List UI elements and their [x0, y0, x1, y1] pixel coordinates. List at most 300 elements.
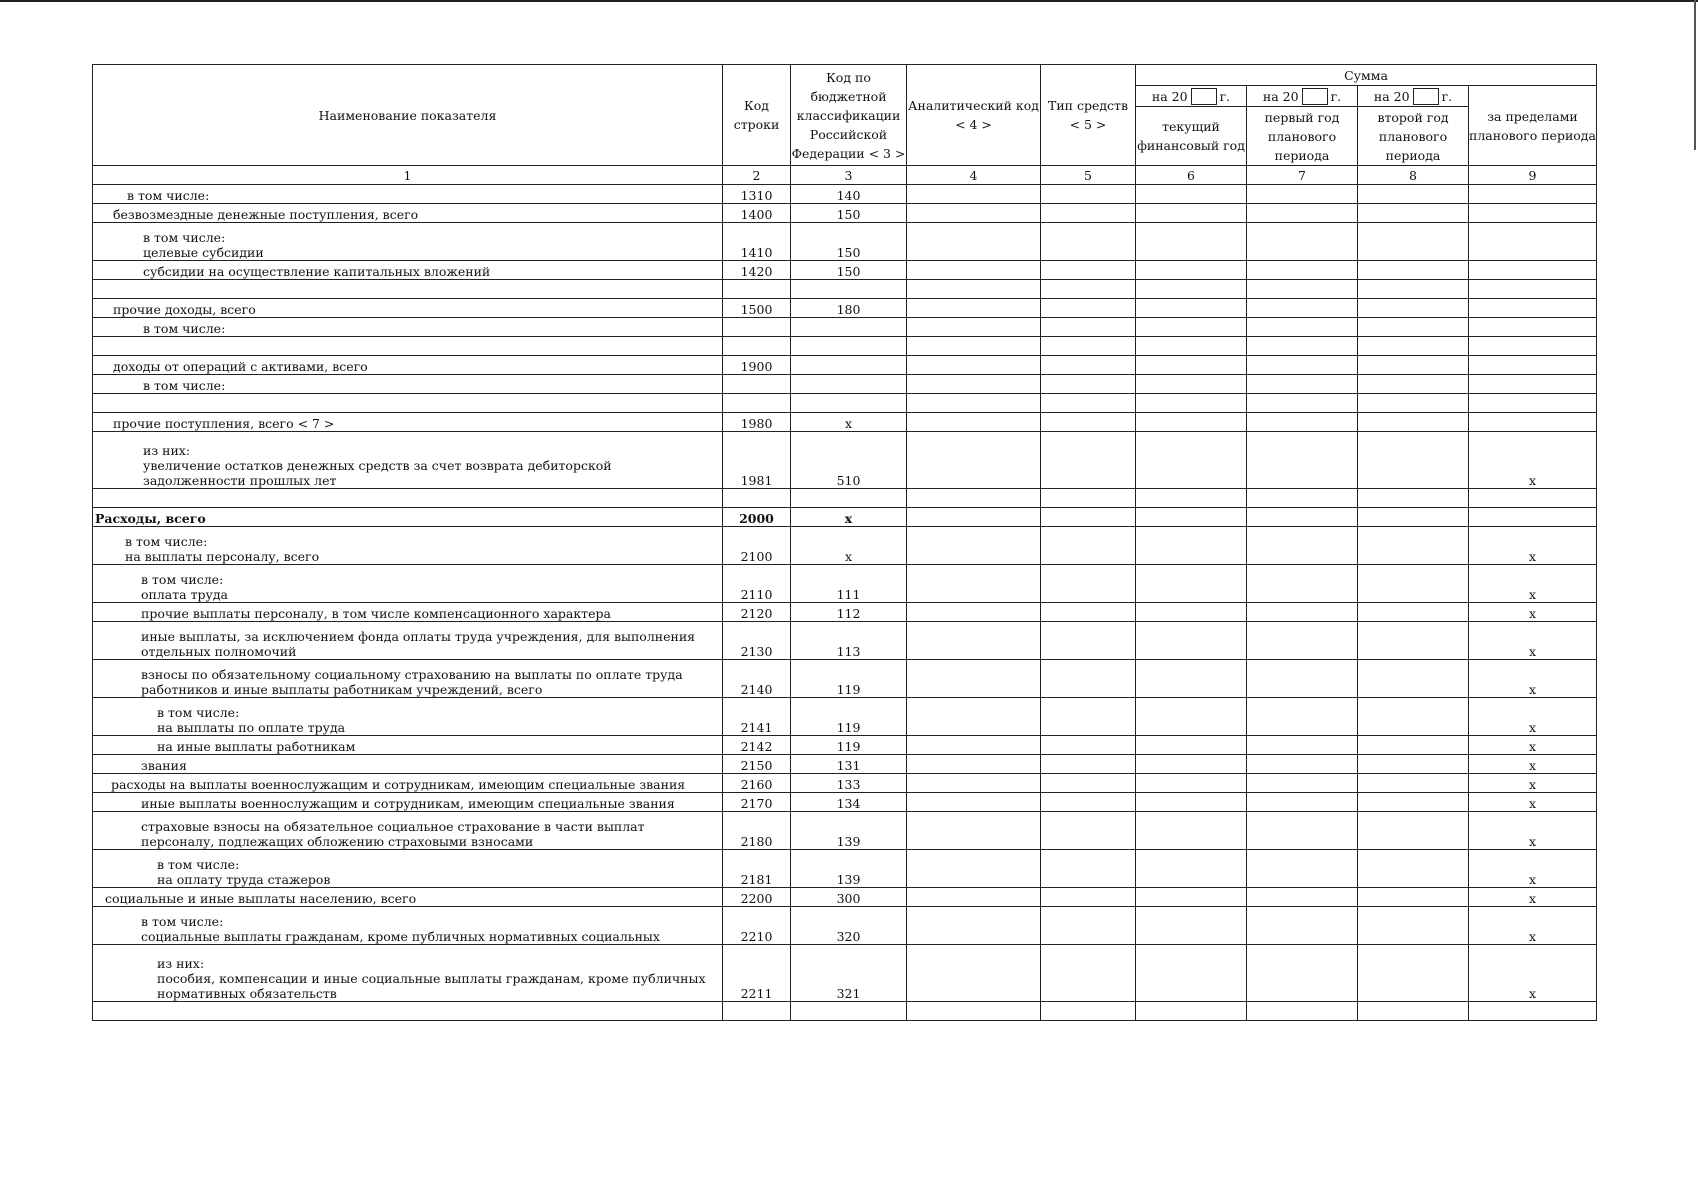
row-sum-current: [1136, 812, 1247, 850]
year-box: [1191, 88, 1217, 105]
row-fund-type: [1041, 413, 1136, 432]
row-fund-type: [1041, 603, 1136, 622]
row-fund-type: [1041, 736, 1136, 755]
row-kbk: [791, 318, 907, 337]
row-code: 2170: [723, 793, 791, 812]
row-sum-first: [1247, 1002, 1358, 1021]
row-name-line: на выплаты по оплате труда: [157, 720, 346, 735]
row-sum-first: [1247, 261, 1358, 280]
row-sum-first: [1247, 204, 1358, 223]
row-fund-type: [1041, 508, 1136, 527]
row-code: 1420: [723, 261, 791, 280]
row-sum-second: [1358, 793, 1469, 812]
row-sum-second: [1358, 432, 1469, 489]
row-name-line: в том числе:: [143, 230, 226, 245]
row-sum-current: [1136, 318, 1247, 337]
row-name: [93, 394, 723, 413]
period-suffix: г.: [1219, 88, 1231, 104]
row-sum-second: [1358, 603, 1469, 622]
row-code: 1310: [723, 185, 791, 204]
row-name-line: прочие доходы, всего: [113, 302, 256, 317]
row-sum-current: [1136, 736, 1247, 755]
row-sum-current: [1136, 565, 1247, 603]
row-sum-second: [1358, 565, 1469, 603]
period-prefix: на 20: [1151, 88, 1188, 104]
row-code: 2160: [723, 774, 791, 793]
row-name-line: прочие выплаты персоналу, в том числе компенсационного характера: [141, 606, 611, 621]
row-sum-current: [1136, 622, 1247, 660]
row-analytic: [907, 736, 1041, 755]
table-row: [93, 812, 1597, 850]
row-sum-second: [1358, 356, 1469, 375]
row-name: [93, 413, 723, 432]
row-kbk: [791, 394, 907, 413]
row-analytic: [907, 698, 1041, 736]
row-sum-first: [1247, 527, 1358, 565]
row-name-line: расходы на выплаты военнослужащим и сотрудникам, имеющим специальные звания: [111, 777, 686, 792]
row-fund-type: [1041, 375, 1136, 394]
column-number: 9: [1469, 166, 1597, 185]
table-row: [93, 660, 1597, 698]
row-name: [93, 945, 723, 1002]
row-sum-first: [1247, 508, 1358, 527]
row-kbk: [791, 337, 907, 356]
row-sum-current: [1136, 413, 1247, 432]
row-kbk: x: [791, 413, 907, 432]
row-sum-second: [1358, 1002, 1469, 1021]
row-name: [93, 280, 723, 299]
column-number: 7: [1247, 166, 1358, 185]
row-name-line: в том числе:: [157, 705, 240, 720]
row-sum-current: [1136, 1002, 1247, 1021]
row-sum-current: [1136, 660, 1247, 698]
page-right-border: [1694, 0, 1696, 150]
row-sum-current: [1136, 337, 1247, 356]
plan-table: [92, 64, 1597, 1021]
table-row: [93, 736, 1597, 755]
row-sum-second: [1358, 755, 1469, 774]
row-name-line: оплата труда: [141, 587, 229, 602]
row-code: 2100: [723, 527, 791, 565]
row-sum-first: [1247, 318, 1358, 337]
table-row: [93, 527, 1597, 565]
year-box: [1413, 88, 1439, 105]
row-code: 1900: [723, 356, 791, 375]
row-sum-first: [1247, 375, 1358, 394]
row-analytic: [907, 565, 1041, 603]
row-sum-beyond: [1469, 394, 1597, 413]
row-sum-first: [1247, 660, 1358, 698]
row-name-line: на выплаты персоналу, всего: [125, 549, 320, 564]
row-sum-second: [1358, 698, 1469, 736]
row-kbk: [791, 489, 907, 508]
row-name-line: на оплату труда стажеров: [157, 872, 331, 887]
row-kbk: 180: [791, 299, 907, 318]
row-name: [93, 565, 723, 603]
row-analytic: [907, 223, 1041, 261]
row-sum-beyond: [1469, 185, 1597, 204]
row-sum-beyond: x: [1469, 527, 1597, 565]
row-fund-type: [1041, 812, 1136, 850]
row-fund-type: [1041, 698, 1136, 736]
row-sum-second: [1358, 907, 1469, 945]
header-code: Код строки: [723, 65, 791, 166]
row-code: [723, 280, 791, 299]
row-sum-second: [1358, 280, 1469, 299]
row-code: 2210: [723, 907, 791, 945]
row-sum-beyond: [1469, 223, 1597, 261]
row-sum-beyond: x: [1469, 907, 1597, 945]
row-name-line: задолженности прошлых лет: [143, 473, 337, 488]
row-name: [93, 603, 723, 622]
row-kbk: 119: [791, 660, 907, 698]
row-fund-type: [1041, 318, 1136, 337]
row-sum-second: [1358, 888, 1469, 907]
table-row: [93, 1002, 1597, 1021]
period-prefix: на 20: [1262, 88, 1299, 104]
table-row: [93, 318, 1597, 337]
row-analytic: [907, 318, 1041, 337]
table-row: [93, 793, 1597, 812]
table-row: [93, 565, 1597, 603]
row-name: [93, 527, 723, 565]
table-row: [93, 204, 1597, 223]
row-sum-beyond: [1469, 299, 1597, 318]
row-analytic: [907, 850, 1041, 888]
row-sum-first: [1247, 299, 1358, 318]
row-analytic: [907, 793, 1041, 812]
row-sum-beyond: [1469, 318, 1597, 337]
row-name: [93, 907, 723, 945]
row-code: 2141: [723, 698, 791, 736]
row-name-line: увеличение остатков денежных средств за счет возврата дебиторской: [143, 458, 612, 473]
row-sum-second: [1358, 261, 1469, 280]
row-analytic: [907, 603, 1041, 622]
row-fund-type: [1041, 299, 1136, 318]
row-name: [93, 660, 723, 698]
row-sum-beyond: [1469, 280, 1597, 299]
row-name-line: целевые субсидии: [143, 245, 264, 260]
table-row: [93, 489, 1597, 508]
row-code: 2110: [723, 565, 791, 603]
table-body: [93, 166, 1597, 1021]
row-name-line: отдельных полномочий: [141, 644, 297, 659]
row-sum-current: [1136, 432, 1247, 489]
row-fund-type: [1041, 394, 1136, 413]
row-kbk: 112: [791, 603, 907, 622]
row-name-line: Расходы, всего: [95, 511, 206, 526]
row-kbk: 300: [791, 888, 907, 907]
row-fund-type: [1041, 432, 1136, 489]
row-code: 1980: [723, 413, 791, 432]
row-sum-second: [1358, 394, 1469, 413]
row-name-line: в том числе:: [125, 534, 208, 549]
row-sum-second: [1358, 508, 1469, 527]
header-sum: Сумма: [1136, 65, 1597, 86]
table-row: [93, 622, 1597, 660]
row-code: 2120: [723, 603, 791, 622]
table-row: [93, 888, 1597, 907]
row-sum-current: [1136, 489, 1247, 508]
table-row: [93, 394, 1597, 413]
row-kbk: 119: [791, 698, 907, 736]
row-code: [723, 394, 791, 413]
row-kbk: 139: [791, 850, 907, 888]
row-sum-second: [1358, 318, 1469, 337]
row-sum-current: [1136, 698, 1247, 736]
row-sum-current: [1136, 603, 1247, 622]
row-code: 2140: [723, 660, 791, 698]
row-sum-current: [1136, 204, 1247, 223]
row-sum-first: [1247, 280, 1358, 299]
table-row: [93, 413, 1597, 432]
row-name: [93, 508, 723, 527]
row-fund-type: [1041, 888, 1136, 907]
row-sum-second: [1358, 204, 1469, 223]
row-kbk: [791, 356, 907, 375]
row-analytic: [907, 888, 1041, 907]
row-code: [723, 375, 791, 394]
row-sum-first: [1247, 489, 1358, 508]
row-sum-beyond: [1469, 489, 1597, 508]
row-sum-beyond: [1469, 413, 1597, 432]
row-kbk: 133: [791, 774, 907, 793]
row-sum-current: [1136, 356, 1247, 375]
row-fund-type: [1041, 660, 1136, 698]
period-suffix: г.: [1330, 88, 1342, 104]
row-sum-second: [1358, 812, 1469, 850]
table-row: [93, 432, 1597, 489]
row-sum-current: [1136, 755, 1247, 774]
row-sum-beyond: x: [1469, 774, 1597, 793]
row-sum-beyond: [1469, 508, 1597, 527]
row-sum-current: [1136, 299, 1247, 318]
row-name-line: прочие поступления, всего < 7 >: [113, 416, 335, 431]
row-sum-beyond: x: [1469, 736, 1597, 755]
row-sum-current: [1136, 280, 1247, 299]
table-row: [93, 508, 1597, 527]
row-fund-type: [1041, 793, 1136, 812]
row-name-line: на иные выплаты работникам: [157, 739, 356, 754]
row-kbk: 321: [791, 945, 907, 1002]
row-analytic: [907, 413, 1041, 432]
row-sum-first: [1247, 413, 1358, 432]
row-kbk: 119: [791, 736, 907, 755]
row-sum-current: [1136, 907, 1247, 945]
row-sum-second: [1358, 736, 1469, 755]
row-analytic: [907, 1002, 1041, 1021]
column-number: 8: [1358, 166, 1469, 185]
row-sum-first: [1247, 356, 1358, 375]
row-sum-beyond: [1469, 261, 1597, 280]
row-fund-type: [1041, 280, 1136, 299]
header-name: Наименование показателя: [93, 65, 723, 166]
row-sum-current: [1136, 375, 1247, 394]
row-kbk: [791, 375, 907, 394]
row-name-line: работников и иные выплаты работникам учреждений, всего: [141, 682, 543, 697]
table-row: [93, 603, 1597, 622]
row-sum-second: [1358, 527, 1469, 565]
row-kbk: 139: [791, 812, 907, 850]
row-sum-current: [1136, 527, 1247, 565]
table-row: [93, 356, 1597, 375]
row-sum-first: [1247, 432, 1358, 489]
row-name-line: доходы от операций с активами, всего: [113, 359, 368, 374]
row-code: 2130: [723, 622, 791, 660]
row-name: [93, 622, 723, 660]
row-code: 2000: [723, 508, 791, 527]
row-sum-first: [1247, 774, 1358, 793]
row-sum-beyond: x: [1469, 850, 1597, 888]
row-name-line: из них:: [143, 443, 191, 458]
row-name-line: иные выплаты, за исключением фонда оплаты труда учреждения, для выполнения: [141, 629, 696, 644]
row-sum-first: [1247, 622, 1358, 660]
row-code: 2211: [723, 945, 791, 1002]
row-sum-first: [1247, 565, 1358, 603]
row-analytic: [907, 508, 1041, 527]
row-name-line: иные выплаты военнослужащим и сотрудникам, имеющим специальные звания: [141, 796, 675, 811]
row-kbk: 134: [791, 793, 907, 812]
row-kbk: x: [791, 508, 907, 527]
row-name: [93, 204, 723, 223]
row-name: [93, 850, 723, 888]
row-sum-beyond: x: [1469, 698, 1597, 736]
row-fund-type: [1041, 261, 1136, 280]
header-kbk: Код по бюджетной классификации Российской Федерации < 3 >: [791, 65, 907, 166]
row-kbk: 150: [791, 261, 907, 280]
column-number: 3: [791, 166, 907, 185]
row-kbk: x: [791, 527, 907, 565]
table-row: [93, 299, 1597, 318]
table-row: [93, 375, 1597, 394]
row-code: [723, 1002, 791, 1021]
row-sum-current: [1136, 888, 1247, 907]
row-kbk: 113: [791, 622, 907, 660]
row-name: [93, 888, 723, 907]
row-analytic: [907, 907, 1041, 945]
row-analytic: [907, 945, 1041, 1002]
table-row: [93, 945, 1597, 1002]
table-row: [93, 850, 1597, 888]
row-analytic: [907, 394, 1041, 413]
table-row: [93, 774, 1597, 793]
row-code: 1410: [723, 223, 791, 261]
page-top-border: [0, 0, 1698, 2]
row-analytic: [907, 622, 1041, 660]
header-second-year: второй год планового периода: [1358, 107, 1469, 166]
row-sum-beyond: x: [1469, 755, 1597, 774]
row-sum-first: [1247, 850, 1358, 888]
row-code: [723, 337, 791, 356]
period-prefix: на 20: [1373, 88, 1410, 104]
row-name-line: в том числе:: [143, 378, 226, 393]
row-sum-first: [1247, 755, 1358, 774]
row-sum-beyond: x: [1469, 603, 1597, 622]
row-code: 2200: [723, 888, 791, 907]
row-analytic: [907, 660, 1041, 698]
header-fund-type: Тип средств < 5 >: [1041, 65, 1136, 166]
row-name: [93, 432, 723, 489]
row-sum-second: [1358, 337, 1469, 356]
row-name-line: в том числе:: [141, 914, 224, 929]
header-period-second: [1358, 86, 1469, 107]
row-sum-beyond: x: [1469, 945, 1597, 1002]
row-name: [93, 185, 723, 204]
row-sum-first: [1247, 603, 1358, 622]
row-sum-current: [1136, 945, 1247, 1002]
table-row: [93, 280, 1597, 299]
row-name: [93, 489, 723, 508]
row-name-line: страховые взносы на обязательное социальное страхование в части выплат: [141, 819, 645, 834]
row-fund-type: [1041, 1002, 1136, 1021]
row-sum-first: [1247, 888, 1358, 907]
row-sum-current: [1136, 793, 1247, 812]
row-sum-second: [1358, 413, 1469, 432]
row-name: [93, 337, 723, 356]
table-row: [93, 755, 1597, 774]
row-code: 1400: [723, 204, 791, 223]
row-analytic: [907, 527, 1041, 565]
row-kbk: 510: [791, 432, 907, 489]
row-sum-second: [1358, 299, 1469, 318]
table-row: [93, 337, 1597, 356]
row-fund-type: [1041, 755, 1136, 774]
row-name-line: социальные выплаты гражданам, кроме публичных нормативных социальных: [141, 929, 660, 944]
row-name-line: из них:: [157, 956, 205, 971]
header-analytic: Аналитический код < 4 >: [907, 65, 1041, 166]
column-number: 1: [93, 166, 723, 185]
header-first-year: первый год планового периода: [1247, 107, 1358, 166]
column-number: 6: [1136, 166, 1247, 185]
row-code: 2150: [723, 755, 791, 774]
row-kbk: [791, 1002, 907, 1021]
row-analytic: [907, 299, 1041, 318]
row-name: [93, 318, 723, 337]
row-name-line: безвозмездные денежные поступления, всего: [113, 207, 419, 222]
row-analytic: [907, 356, 1041, 375]
row-kbk: 111: [791, 565, 907, 603]
column-number-row: [93, 166, 1597, 185]
row-name: [93, 774, 723, 793]
row-sum-second: [1358, 622, 1469, 660]
table-row: [93, 698, 1597, 736]
row-fund-type: [1041, 850, 1136, 888]
header-current-year: текущий финансовый год: [1136, 107, 1247, 166]
row-name: [93, 356, 723, 375]
row-name-line: в том числе:: [141, 572, 224, 587]
row-analytic: [907, 204, 1041, 223]
row-sum-beyond: x: [1469, 660, 1597, 698]
row-fund-type: [1041, 622, 1136, 660]
row-sum-first: [1247, 698, 1358, 736]
row-sum-current: [1136, 185, 1247, 204]
row-sum-beyond: x: [1469, 622, 1597, 660]
row-kbk: [791, 280, 907, 299]
row-sum-first: [1247, 223, 1358, 261]
row-name: [93, 375, 723, 394]
row-fund-type: [1041, 185, 1136, 204]
row-kbk: 150: [791, 223, 907, 261]
table-row: [93, 185, 1597, 204]
row-sum-first: [1247, 185, 1358, 204]
row-fund-type: [1041, 489, 1136, 508]
row-fund-type: [1041, 204, 1136, 223]
period-suffix: г.: [1441, 88, 1453, 104]
row-analytic: [907, 185, 1041, 204]
row-name-line: субсидии на осуществление капитальных вложений: [143, 264, 491, 279]
row-kbk: 150: [791, 204, 907, 223]
row-code: 1500: [723, 299, 791, 318]
